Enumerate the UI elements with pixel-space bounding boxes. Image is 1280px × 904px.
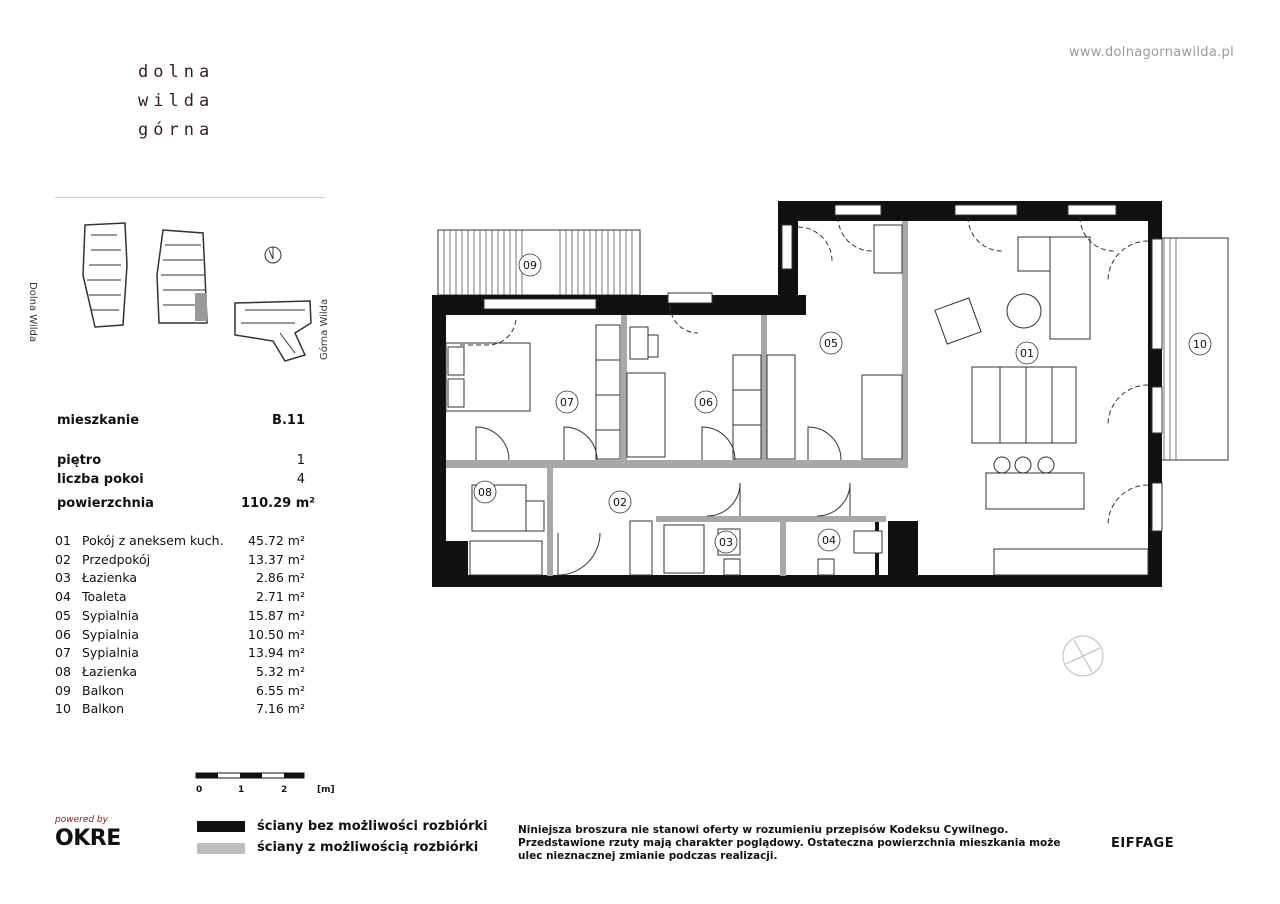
brand-logo [138,58,214,145]
plan-label-06: 06 [699,396,713,409]
room-number: 04 [55,589,71,604]
okre-logo: OKRE [55,826,121,851]
disclaimer-line-1: Niniejsza broszura nie stanowi oferty w rozumieniu przepisów Kodeksu Cywilnego. [518,824,1009,836]
floor-label: piętro [57,453,102,468]
room-number: 05 [55,608,71,623]
room-name: Łazienka [82,570,138,585]
plan-label-03: 03 [719,536,733,549]
room-name: Przedpokój [82,552,151,567]
floor-plan [420,195,1207,595]
rooms-count-label: liczba pokoi [57,472,144,487]
eiffage-logo: EIFFAGE [1111,836,1175,851]
room-area: 2.86 m² [256,570,305,585]
brand-line-2: wilda [138,91,215,111]
room-number: 09 [55,683,71,698]
compass-icon [1060,634,1108,682]
room-number: 07 [55,645,71,660]
apartment-label: mieszkanie [57,413,140,428]
room-name: Balkon [82,683,125,698]
plan-label-07: 07 [560,396,574,409]
legend-solid-label: ściany bez możliwości rozbiórki [257,819,488,834]
apartment-value: B.11 [272,413,305,428]
brand-line-3: górna [138,120,215,140]
area-label: powierzchnia [57,496,154,511]
brand-line-1: dolna [138,62,215,82]
scale-bar [196,772,308,782]
room-name: Sypialnia [82,627,139,642]
room-area: 13.37 m² [248,552,305,567]
plan-label-08: 08 [478,486,492,499]
room-name: Toaleta [82,589,127,604]
area-value: 110.29 m² [241,496,315,511]
room-area: 45.72 m² [248,533,305,548]
powered-by-label: powered by [55,815,108,825]
room-area: 6.55 m² [256,683,305,698]
room-number: 10 [55,701,71,716]
room-number: 02 [55,552,71,567]
legend-removable-swatch [197,843,245,854]
disclaimer [518,824,1061,863]
scale-tick-1: 1 [238,785,245,795]
plan-label-04: 04 [822,534,836,547]
room-area: 13.94 m² [248,645,305,660]
rooms-count-value: 4 [296,472,305,487]
building-dolna-left [83,223,127,327]
legend-removable-label: ściany z możliwością rozbiórki [257,840,479,855]
plan-label-05: 05 [824,337,838,350]
plan-label-02: 02 [613,496,627,509]
room-name: Pokój z aneksem kuch. [82,533,224,548]
site-label-gorna: Górna Wilda [319,298,330,360]
room-name: Balkon [82,701,125,716]
room-area: 15.87 m² [248,608,305,623]
room-number: 03 [55,570,71,585]
room-area: 10.50 m² [248,627,305,642]
room-number: 08 [55,664,71,679]
plan-label-09: 09 [523,259,537,272]
disclaimer-line-3: ulec nieznacznej zmianie podczas realizacji. [518,850,778,862]
scale-tick-0: 0 [196,785,203,795]
site-plan-map [55,215,345,380]
disclaimer-line-2: Przedstawione rzuty mają charakter poglądowy. Ostateczna powierzchnia mieszkania może [518,837,1061,849]
room-area: 2.71 m² [256,589,305,604]
building-dolna-right [157,230,207,323]
scale-tick-2: 2 [281,785,288,795]
room-name: Sypialnia [82,645,139,660]
site-label-dolna: Dolna Wilda [27,282,38,342]
room-number: 01 [55,533,71,548]
floor-value: 1 [296,453,305,468]
room-area: 5.32 m² [256,664,305,679]
plan-label-01: 01 [1020,347,1034,360]
room-area: 7.16 m² [256,701,305,716]
room-number: 06 [55,627,71,642]
legend-solid-swatch [197,821,245,832]
scale-unit: [m] [317,785,335,795]
room-name: Sypialnia [82,608,139,623]
north-compass-icon [265,247,281,263]
room-name: Łazienka [82,664,138,679]
website-url[interactable]: www.dolnagornawilda.pl [1068,45,1234,60]
divider [55,197,325,198]
building-gorna [235,301,311,361]
plan-label-10: 10 [1193,338,1207,351]
